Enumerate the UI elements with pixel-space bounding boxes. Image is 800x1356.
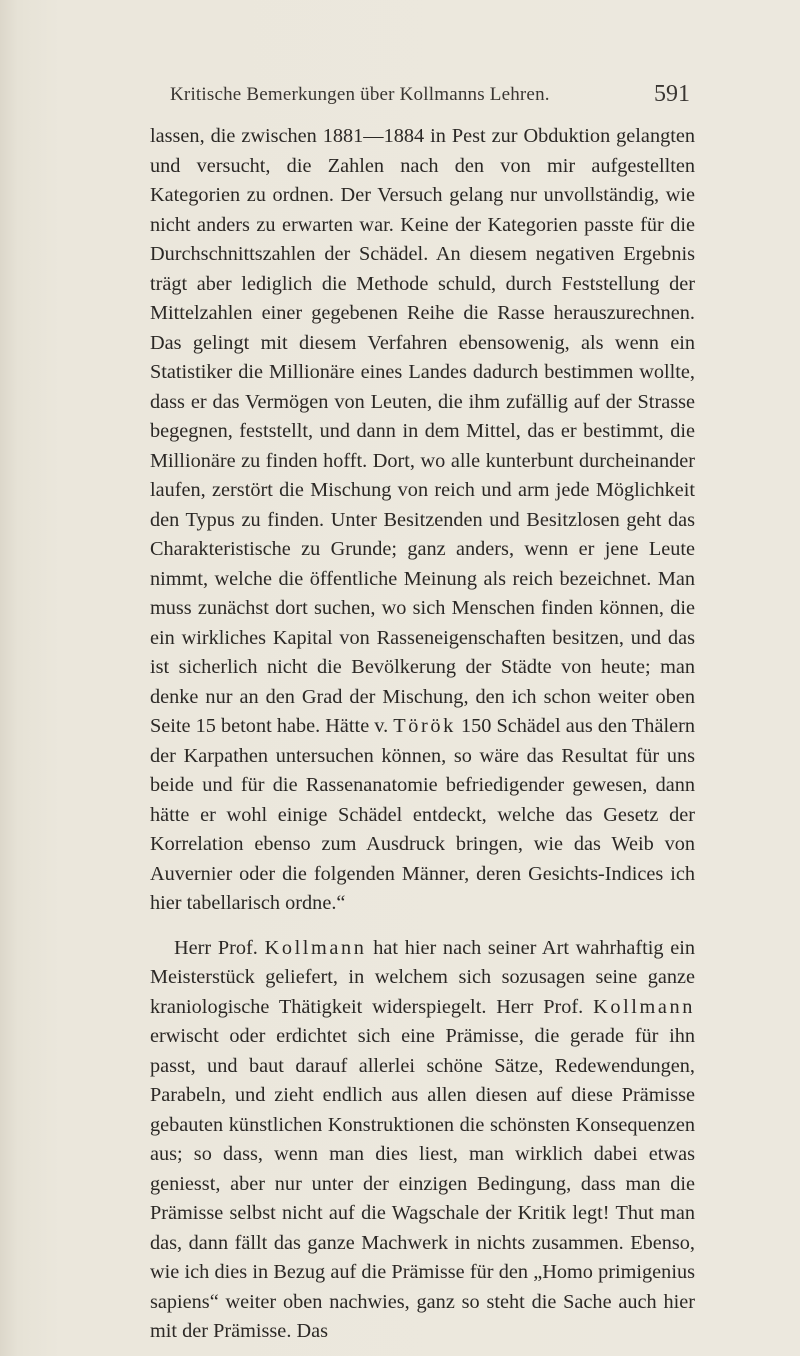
paragraph-2-text-a: Herr Prof. [174, 936, 265, 959]
author-name-kollmann-1: Kollmann [264, 936, 367, 959]
paragraph-1 [150, 122, 695, 919]
paragraph-1-text-a: lassen, die zwischen 1881—1884 in Pest zur Obduktion gelangten und versucht, die Zahlen nach den von mir aufgestellten Kategorien zu ordnen. Der Versuch gelang nur unvollständig, wie nicht anders zu erwarten war. Keine der Kategorien passte für die Durchschnittszahlen der Schädel. An diesem negativen Ergebnis trägt aber lediglich die Methode schuld, durch Feststellung der Mittelzahlen einer gegebenen Reihe die Rasse herauszurechnen. Das gelingt mit diesem Verfahren ebensowenig, als wenn ein Statistiker die Millionäre eines Landes dadurch bestimmen wollte, dass er das Vermögen von Leuten, die ihm zufällig auf der Strasse begegnen, feststellt, und dann in dem Mittel, das er bestimmt, die Millionäre zu finden hofft. Dort, wo alle kunterbunt durcheinander laufen, zerstört die Mischung von reich und arm jede Möglichkeit den Typus zu finden. Unter Besitzenden und Besitzlosen geht das Charakteristische zu Grunde; ganz anders, wenn er jene Leute nimmt, welche die öffentliche Meinung als reich bezeichnet. Man muss zunächst dort suchen, wo sich Menschen finden können, die ein wirkliches Kapital von Rasseneigenschaften besitzen, und das ist sicherlich nicht die Bevölkerung der Städte von heute; man denke nur an den Grad der Mischung, den ich schon weiter oben Seite 15 betont habe. Hätte v. [150, 125, 695, 737]
paragraph-2 [150, 934, 695, 1347]
page-number: 591 [654, 81, 690, 107]
page-header [150, 81, 690, 110]
author-name-kollmann-2: Kollmann [593, 995, 695, 1018]
paragraph-1-text-b: 150 Schädel aus den Thälern der Karpathen untersuchen können, so wäre das Resultat für uns beide und für die Rassenanatomie befriedigender gewesen, dann hätte er wohl einige Schädel entdeckt, welche das Gesetz der Korrelation ebenso zum Ausdruck bringen, wie das Weib von Auvernier oder die folgenden Männer, deren Gesichts-Indices ich hier tabellarisch ordne.“ [150, 715, 695, 914]
paragraph-2-text-b: hat hier nach seiner Art wahrhaftig ein Meisterstück geliefert, in welchem sich sozusagen seine ganze kraniologische Thätigkeit widerspiegelt. Herr Prof. [150, 936, 696, 1018]
author-name-torok: Török [393, 715, 456, 737]
running-head: Kritische Bemerkungen über Kollmanns Lehren. [170, 84, 550, 105]
paragraph-2-text-c: erwischt oder erdichtet sich eine Prämisse, die gerade für ihn passt, und baut darauf allerlei schöne Sätze, Redewendungen, Parabeln, und zieht endlich aus allen diesen auf diese Prämisse gebauten künstlichen Konstruktionen die schönsten Konsequenzen aus; so dass, wenn man dies liest, man wirklich dabei etwas geniesst, aber nur unter der einzigen Bedingung, dass man die Prämisse selbst nicht auf die Wagschale der Kritik legt! Thut man das, dann fällt das ganze Machwerk in nichts zusammen. Ebenso, wie ich dies in Bezug auf die Prämisse für den „Homo primigenius sapiens“ weiter oben nachwies, ganz so steht die Sache auch hier mit der Prämisse. Das [150, 1025, 695, 1342]
body-text [150, 122, 695, 1347]
